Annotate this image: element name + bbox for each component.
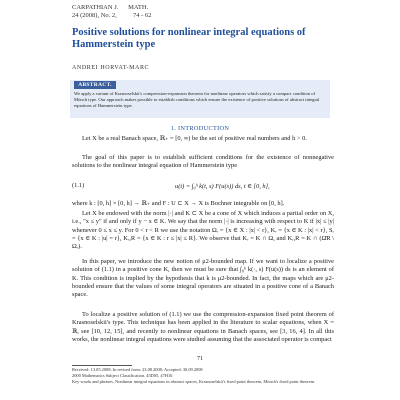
footnote-rule (72, 365, 132, 366)
abstract-label: ABSTRACT. (74, 81, 116, 89)
section-heading: 1. INTRODUCTION (170, 125, 230, 132)
page-number: 71 (197, 356, 203, 362)
journal-line-2: 24 (2008), No. 2, 74 - 62 (72, 12, 152, 19)
paragraph-2: The goal of this paper is to establish sufficient conditions for the existence of nonnegative solutions to the nonlinear integral equation of Hammerstein type (72, 154, 334, 170)
author-name: ANDREI HORVAT-MARC (72, 65, 150, 71)
footnote-received: Received: 13.05.2008; In revised form: 23.08.2008; Accepted: 30.09.2008 (72, 367, 203, 372)
paragraph-1: Let X be a real Banach space, ℝ₊ = [0, ∞) be the set of positive real numbers and h > 0. (82, 135, 307, 142)
footnote-keywords: Key words and phrases. Nonlinear integral equations in abstract spaces, Krasnoselskii's fixed point theorem, Mönch's fixed point theorem. (72, 379, 316, 384)
paragraph-4: Let X be endowed with the norm |·| and K ⊂ X be a cone of X which induces a partial order on X, i.e., "x ≤ y" if and only if y − x ∈ K. We say that the norm |·| is increasing with respect to K if |x| ≤ |y| whenever 0 ≤ x ≤ y. For 0 < r < R we use the notation Ωᵣ = {x ∈ X : |x| < r}, Kᵣ = {x ∈ K : |x| < r}, Sᵣ = {x ∈ K : |u| = r}, Kᵣ,R = {x ∈ K : r ≤ |x| ≤ R}. We observe that Kᵣ = K ∩ Ω, and Kᵣ,R = K ∩ (Ω̄R \ Ωᵣ). (72, 210, 334, 251)
abstract-text: We apply a variant of Krasnoselskii's compression-expansion theorem for nonlinear operators which satisfy a compact condition of Mönch type. Our approach makes possible to establish conditions which ensure the existence of positive solutions of abstract integral equations of Hammerstein type. (74, 91, 320, 108)
paper-title: Positive solutions for nonlinear integral equations of Hammerstein type (72, 27, 306, 50)
footnote-msc: 2000 Mathematics Subject Classification. 45D05, 47H10. (72, 373, 174, 378)
paragraph-5: In this paper, we introduce the new notion of μ2-bounded map. If we want to localize a positive solution of (1.1) in a positive cone K, then we must be sure that ∫₀ʰ k(·, s) F(u(s)) ds is an element of K. This condition is implied by the hypothesis that k is μ2-bounded. In fact, the maps which are μ2-bounded ensure that the values of some integral operators are situated in a positive cone of a Banach space. (72, 258, 334, 299)
equation-1-1: u(t) = ∫₀ʰ k(t, s) F(u(s)) ds, t ∈ [0, h], (175, 183, 270, 190)
journal-line-1: CARPATHIAN J. MATH. (72, 4, 149, 11)
equation-number: (1.1) (72, 182, 85, 189)
journal-header (72, 4, 151, 20)
paragraph-3: where k : [0, h] × [0, h] → ℝ₊ and F : U ⊂ X → X is Bochner integrable on [0, h]. (72, 200, 285, 207)
paragraph-6: To localize a positive solution of (1.1) we use the compression-expansion fixed point theorem of Krasnoselskii's type. This technique has been applied in the literature to scalar equations, when X = ℝ, see [10, 12, 15], and recently to nonlinear equations in Banach spaces, see [3, 16, 4]. In all this works, the nonlinear integral equations were studied assuming that the associated operator is compact (72, 311, 334, 343)
